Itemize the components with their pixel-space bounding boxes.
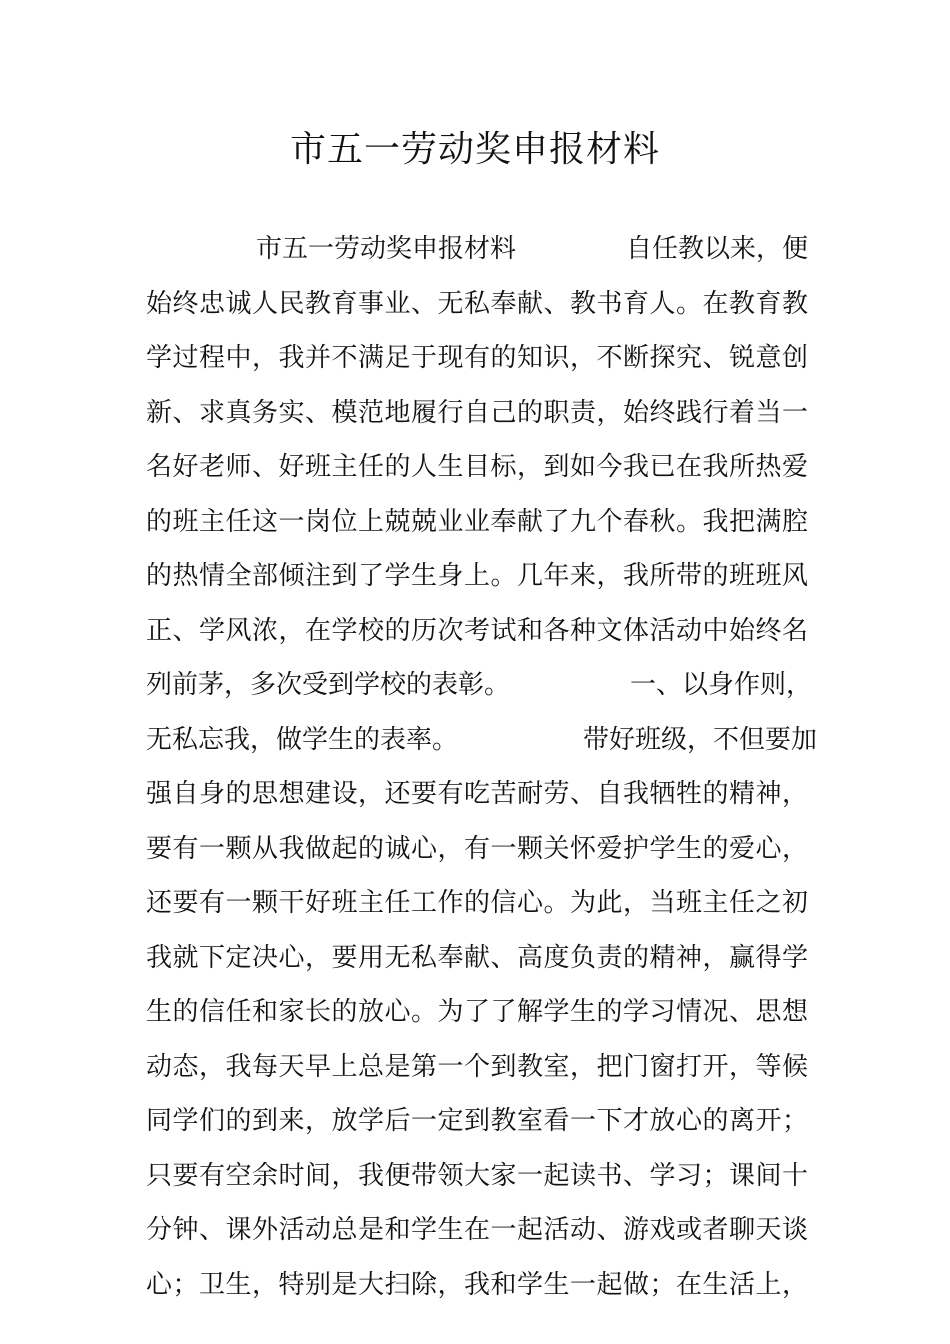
document-body (146, 222, 818, 1312)
body-line-19: 分钟、课外活动总是和学生在一起活动、游戏或者聊天谈 (146, 1215, 808, 1245)
body-line-2: 始终忠诚人民教育事业、无私奉献、教书育人。在教育教 (146, 288, 808, 319)
body-line-8: 正、学风浓，在学校的历次考试和各种文体活动中始终名 (146, 615, 808, 646)
body-line-14: 我就下定决心，要用无私奉献、高度负责的精神，赢得学 (146, 942, 808, 973)
body-line-13: 还要有一颗干好班主任工作的信心。为此，当班主任之初 (146, 888, 808, 918)
body-line-1 (146, 222, 808, 277)
body-line-17: 同学们的到来，放学后一定到教室看一下才放心的离开； (146, 1106, 808, 1136)
section-heading-cont: 无私忘我，做学生的表率。 (146, 724, 459, 755)
line-text: 带好班级，不但要加 (583, 724, 818, 755)
body-line-16: 动态，我每天早上总是第一个到教室，把门窗打开，等候 (146, 1051, 808, 1082)
section-heading: 一、以身作则， (630, 670, 813, 700)
body-line-6: 的班主任这一岗位上兢兢业业奉献了九个春秋。我把满腔 (146, 506, 808, 537)
line-text: 列前茅，多次受到学校的表彰。 (146, 670, 511, 700)
body-line-4: 新、求真务实、模范地履行自己的职责，始终践行着当一 (146, 397, 808, 428)
body-line-9 (146, 658, 813, 713)
body-line-10 (146, 713, 818, 768)
body-line-11: 强自身的思想建设，还要有吃苦耐劳、自我牺牲的精神， (146, 779, 808, 809)
body-line-5: 名好老师、好班主任的人生目标，到如今我已在我所热爱 (146, 452, 808, 482)
body-line-12: 要有一颗从我做起的诚心，有一颗关怀爱护学生的爱心， (146, 833, 808, 864)
body-line-3: 学过程中，我并不满足于现有的知识，不断探究、锐意创 (146, 343, 808, 373)
body-line-7: 的热情全部倾注到了学生身上。几年来，我所带的班班风 (146, 561, 808, 591)
inline-heading: 市五一劳动奖申报材料 (256, 234, 517, 264)
body-line-18: 只要有空余时间，我便带领大家一起读书、学习；课间十 (146, 1160, 808, 1191)
body-line-15: 生的信任和家长的放心。为了了解学生的学习情况、思想 (146, 997, 808, 1027)
document-title: 市五一劳动奖申报材料 (289, 129, 660, 170)
body-line-20: 心；卫生，特别是大扫除，我和学生一起做；在生活上， (146, 1269, 808, 1300)
line-text: 自任教以来，便 (626, 234, 809, 264)
